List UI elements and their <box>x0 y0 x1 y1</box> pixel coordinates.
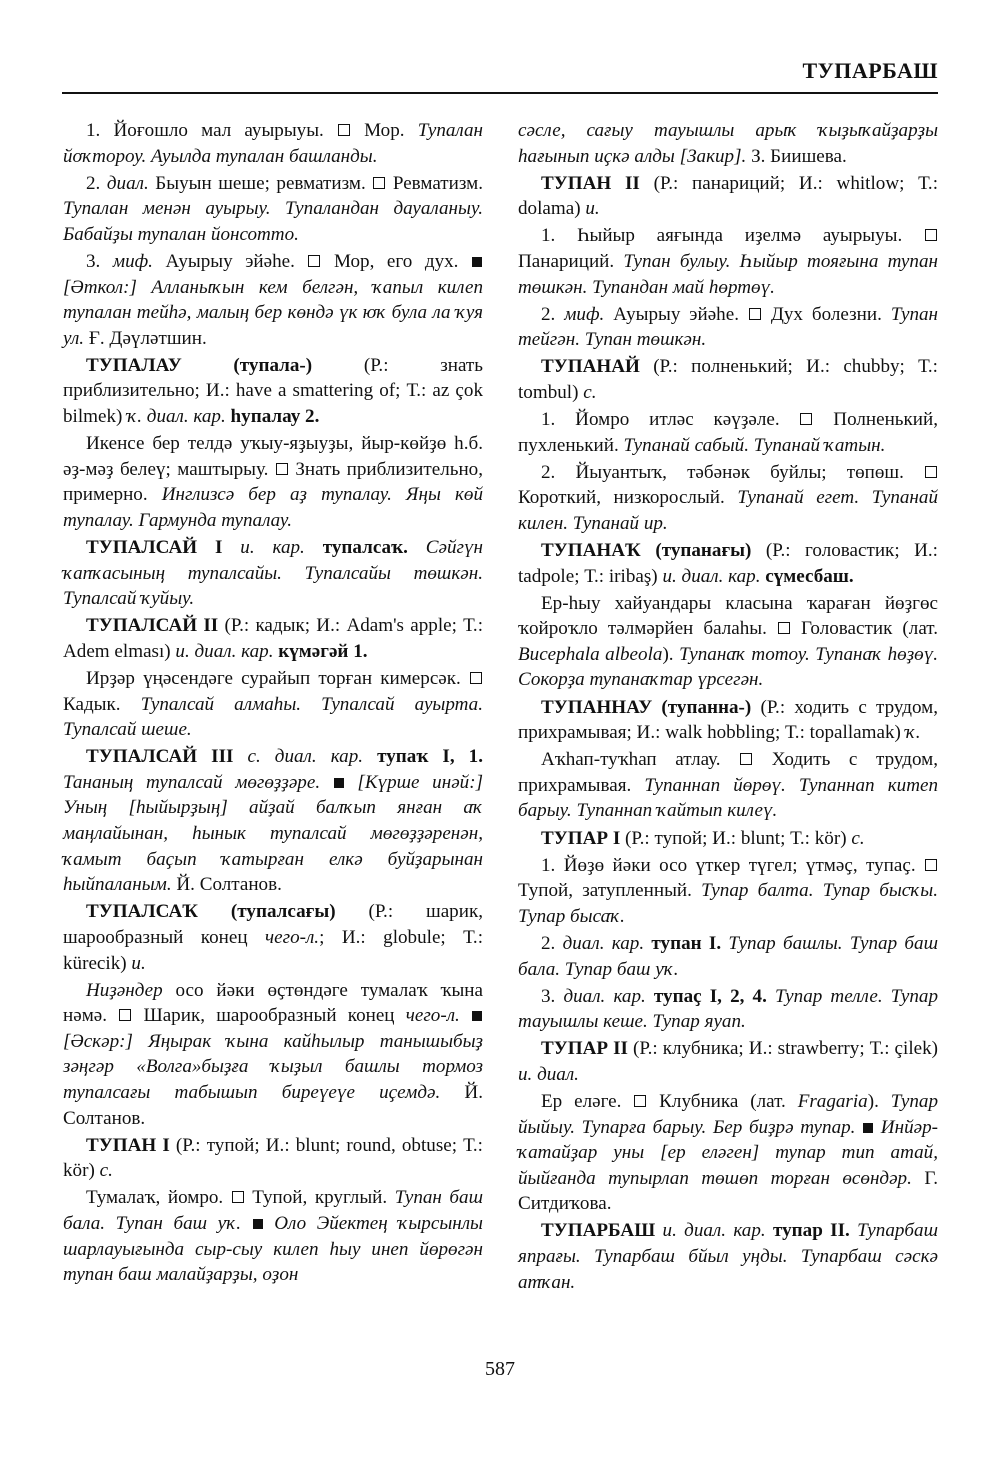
body-text: Кадык. <box>63 693 141 715</box>
body-text: Мор. <box>351 120 418 141</box>
italic-text: и. <box>131 952 146 974</box>
body-text: (Р.: полненький; И.: chubby; Т.: tombul) <box>518 356 938 403</box>
body-text <box>655 1220 662 1241</box>
translation-marker-icon <box>119 1009 131 1021</box>
headword-text: ТУПАР I <box>541 827 621 849</box>
body-text <box>363 746 377 767</box>
italic-text: Тупалан менән ауырыу. Тупаландан дауаланыу. Бабайҙы тупалан йонсотто. <box>63 198 483 245</box>
page-number: 587 <box>485 1358 515 1380</box>
body-text <box>408 537 426 558</box>
italic-text: миф. <box>112 250 153 272</box>
italic-text: сәсле, сағыу тауышлы арыҡ ҡыҙыҡайҙарҙы һағынып иҫкә алды [Закир]. <box>518 120 938 167</box>
headword-text: тупар II. <box>773 1220 850 1242</box>
italic-text: ҡ. <box>905 722 921 744</box>
dictionary-entry-paragraph <box>518 695 938 746</box>
body-text: (Р.: шарик, шарообразный конец <box>63 901 483 948</box>
headword-text: ТУПАЛАУ (тупала-) <box>86 354 313 376</box>
italic-text: Fragaria <box>797 1090 868 1112</box>
italic-text: [Әскәр:] Яңырак ҡына кайһылыр танышыбыҙ зәңгәр «Волга»быҙға ҡыҙыл башлы тормоз тупалсағы табышып биреүеүе иҫемдә. <box>63 1030 483 1103</box>
body-text: ). <box>662 643 680 665</box>
dictionary-entry-paragraph <box>518 984 938 1035</box>
dictionary-entry-paragraph <box>63 535 483 612</box>
body-text: Клубника (лат. <box>647 1090 798 1112</box>
dictionary-entry-paragraph <box>63 666 483 743</box>
body-text: Короткий, низкорослый. <box>518 487 738 509</box>
example-marker-icon <box>472 1011 482 1021</box>
italic-text: Инйәр-ҡатайҙар уны [ер еләген] тупар тип атай, йыйғанда тупырлап төшөп торған өсөндәр. <box>518 1116 938 1189</box>
translation-marker-icon <box>276 463 288 475</box>
header-rule <box>62 92 938 94</box>
translation-marker-icon <box>634 1095 646 1107</box>
dictionary-entry-paragraph <box>518 1089 938 1217</box>
translation-marker-icon <box>232 1191 244 1203</box>
italic-text: и. диал. кар. <box>662 1220 766 1242</box>
italic-text: Тупанаҡ тотоу. Тупанаҡ һөҙөү. Сокорҙа тупанаҡтар үрсегән. <box>518 643 939 691</box>
italic-text: Тупар балта. Тупар бысҡы. Тупар бысаҡ. <box>518 880 939 927</box>
dictionary-entry-paragraph <box>518 853 938 930</box>
headword-text: ТУПАЛСАЙ II <box>86 615 219 637</box>
italic-text: Тупан баш бала. Тупан баш уҡ. <box>63 1187 484 1234</box>
italic-text: миф. <box>564 303 605 325</box>
body-text: Тумалаҡ, йомро. <box>86 1187 231 1209</box>
body-text: 3. <box>541 985 564 1007</box>
italic-text: диал. кар. <box>562 932 645 954</box>
headword-text: тупаҡ I, 1. <box>377 746 483 768</box>
body-text: 1. Йомро итләс кәүҙәле. <box>541 409 800 431</box>
headword-text: тупалсаҡ. <box>322 537 408 558</box>
headword-text: ТУПАН I <box>86 1134 170 1156</box>
body-text: (Р.: головастик; И.: tadpole; Т.: iribaş) <box>518 540 938 587</box>
example-marker-icon <box>253 1219 263 1229</box>
body-text: 1. Йоғошло мал ауырыуы. <box>86 120 337 141</box>
body-text: Тупой, круглый. <box>244 1187 395 1209</box>
dictionary-entry-paragraph <box>63 978 483 1132</box>
headword-text: ТУПАРБАШ <box>541 1220 656 1242</box>
body-text: осо йәки өҫтөндәге тумалаҡ ҡына нәмә. <box>63 979 483 1027</box>
dictionary-entry-paragraph <box>63 249 483 351</box>
dictionary-entry-paragraph <box>518 747 938 824</box>
italic-text: с. <box>851 827 865 849</box>
left-column <box>63 118 483 1289</box>
body-text: Икенсе бер телдә уҡыу-яҙыуҙы, йыр-көйҙө һ.б. әҙ-мәҙ белеү; маштырыу. <box>63 433 483 480</box>
body-text: 2. <box>86 172 107 194</box>
headword-text: ТУПАЛСАЙ I <box>86 537 223 558</box>
body-text <box>233 746 247 767</box>
dictionary-entry-paragraph <box>63 353 483 430</box>
dictionary-entry-paragraph <box>63 1133 483 1184</box>
body-text: 3. <box>86 250 113 272</box>
body-text: Дух болезни. <box>761 303 891 325</box>
italic-text: и. диал. кар. <box>662 565 761 587</box>
body-text: Й. Солтанов. <box>171 874 282 896</box>
translation-marker-icon <box>470 672 482 684</box>
dictionary-entry-paragraph <box>63 171 483 248</box>
body-text: (Р.: тупой; И.: blunt; Т.: kör) <box>620 827 852 849</box>
italic-text: чего-л. <box>265 926 320 948</box>
italic-text: Тананың тупалсай мөгөҙҙәре. <box>63 771 333 793</box>
body-text: Аҡһап-туҡһап атлау. <box>541 749 740 771</box>
italic-text: Сәйгүн ҡапҡасының тупалсайы. Тупалсайы төшкән. Тупалсай ҡуйыу. <box>63 537 484 610</box>
italic-text: чего-л. <box>405 1005 471 1027</box>
translation-marker-icon <box>338 124 350 136</box>
italic-text: Тупар телле. Тупар тауышлы кеше. Тупар яуап. <box>518 985 939 1033</box>
dictionary-entry-paragraph <box>63 744 483 898</box>
body-text: Тупой, затупленный. <box>518 880 702 902</box>
italic-text: и. кар. <box>240 537 305 558</box>
dictionary-entry-paragraph <box>518 1036 938 1087</box>
headword-text: ТУПАЛСАЙ III <box>86 746 234 768</box>
body-text: 1. Йөҙө йәки осо үткер түгел; үтмәҫ, тупаҫ. <box>541 854 924 876</box>
body-text: З. Биишева. <box>746 145 847 167</box>
body-text: Ауырыу эйәһе. <box>152 250 308 272</box>
body-text: (Р.: знать приблизительно; И.: have a smattering of; Т.: az çok bilmek) <box>63 354 483 428</box>
italic-text: диал. кар. <box>563 985 646 1007</box>
dictionary-entry-paragraph <box>63 613 483 664</box>
italic-text: Тупар йыйыу. Тупарға барыу. Бер биҙрә тупар. <box>518 1090 939 1138</box>
body-text: ; И.: globule; Т.: kürecik) <box>63 926 483 974</box>
italic-text: и. <box>585 198 600 220</box>
body-text: (Р.: кадык; И.: Adam's apple; Т.: Adem elması) <box>63 615 483 662</box>
body-text: 2. <box>541 932 563 954</box>
body-text: 1. Һыйыр аяғында иҙелмә ауырыуы. <box>541 225 924 247</box>
dictionary-entry-paragraph <box>518 407 938 458</box>
dictionary-entry-paragraph <box>518 826 938 852</box>
italic-text: Тупан булыу. Һыйыр тояғына тупан төшкән. Тупандан май һөртөү. <box>518 250 938 298</box>
dictionary-entry-paragraph <box>518 591 938 693</box>
translation-marker-icon <box>800 413 812 425</box>
italic-text: и. диал. <box>518 1063 579 1085</box>
italic-text: Тупарбаш япрағы. Тупарбаш бйыл уңды. Тупарбаш сәскә атҡан. <box>518 1220 938 1293</box>
translation-marker-icon <box>925 859 937 871</box>
body-text: (Р.: панариций; И.: whitlow; Т.: dolama) <box>518 172 939 220</box>
body-text: Ер еләге. <box>541 1090 634 1112</box>
body-text: Г. Ситдиҡова. <box>518 1167 938 1215</box>
headword-text: һупалау 2. <box>230 406 320 428</box>
italic-text: и. диал. кар. <box>175 640 274 662</box>
translation-marker-icon <box>749 308 761 320</box>
italic-text: Bucephala albeola <box>518 643 663 665</box>
dictionary-entry-paragraph <box>518 1218 938 1295</box>
italic-text: диал. <box>106 172 149 194</box>
dictionary-entry-paragraph <box>518 171 938 222</box>
body-text <box>646 986 654 1007</box>
body-text: Ғ. Дәүләтшин. <box>84 327 207 349</box>
dictionary-entry-paragraph <box>63 1185 483 1287</box>
italic-text: Тупаннап йөрөү. Тупаннап китеп барыу. Тупаннап ҡайтып килеү. <box>518 774 938 822</box>
headword-text: ТУПАР II <box>541 1038 628 1060</box>
headword-text: сүмесбаш. <box>765 565 854 587</box>
italic-text: Ниҙәндер <box>86 979 163 1001</box>
headword-text: күмәгәй 1. <box>278 640 368 662</box>
headword-text: тупан I. <box>651 932 722 954</box>
example-marker-icon <box>863 1123 873 1133</box>
dictionary-entry-paragraph <box>518 460 938 537</box>
example-marker-icon <box>334 778 344 788</box>
body-text <box>222 537 240 558</box>
translation-marker-icon <box>373 177 385 189</box>
italic-text: Тупалан йоҡтороу. Ауылда тупалан башланды. <box>63 120 484 167</box>
example-marker-icon <box>472 257 482 267</box>
running-head: ТУПАРБАШ <box>802 58 938 83</box>
headword-text: тупаҫ I, 2, 4. <box>653 985 767 1007</box>
italic-text: с. диал. кар. <box>247 746 364 768</box>
body-text: Головастик (лат. <box>790 618 938 640</box>
dictionary-entry-paragraph <box>518 354 938 405</box>
dictionary-entry-paragraph <box>63 899 483 976</box>
italic-text: Тупанай сабый. Тупанай ҡатын. <box>623 434 886 456</box>
italic-text: Тупалсай алмаһы. Тупалсай ауырта. Тупалсай шеше. <box>63 693 483 741</box>
dictionary-entry-paragraph <box>518 931 938 982</box>
italic-text: Оло Эйектең ҡырсынлы шарлауығында сыр-сыу килеп һыу инеп йөрөгән тупан баш малайҙарҙы, оҙон <box>63 1212 483 1286</box>
body-text: (Р.: тупой; И.: blunt; round, obtuse; Т.: kör) <box>63 1134 483 1182</box>
body-text <box>767 986 775 1007</box>
translation-marker-icon <box>778 622 790 634</box>
translation-marker-icon <box>925 466 937 478</box>
italic-text: [Күрше инәй:] Уның [һыйырҙың] айҙай балҡып янған аҡ маңлайынан, һынык тупалсай мөгөҙҙәренән, ҡамыт баҫып ҡатырған елкә буйҙарынан һыйпаланым. <box>63 771 484 896</box>
italic-text: Тупанай егет. Тупанай килен. Тупанай ир. <box>518 487 938 534</box>
dictionary-entry-paragraph <box>518 118 938 169</box>
dictionary-entry-paragraph <box>518 538 938 589</box>
body-text: Полненький, пухленький. <box>518 409 939 456</box>
italic-text: [Әткол:] Алланыҡын кем белгән, ҡапыл килеп тупалан тейһә, малың бер көндә үк юҡ була ла ҡуя ул. <box>63 276 483 349</box>
translation-marker-icon <box>925 229 937 241</box>
headword-text: ТУПАНАЙ <box>541 356 640 378</box>
italic-text: Инглизсә бер аҙ тупалау. Яңы көй тупалау. Гармунда тупалау. <box>63 484 483 531</box>
body-text: ). <box>867 1090 891 1112</box>
body-text: (Р.: клубника; И.: strawberry; Т.: çilek) <box>627 1038 939 1060</box>
italic-text: с. <box>99 1160 113 1182</box>
body-text: Ер-һыу хайуандары класына ҡараған йөҙгөс ҡойроҡло тәлмәрйен балаһы. <box>518 592 938 640</box>
body-text: Ирҙәр үңәсендәге сурайып торған кимерсәк. <box>86 667 469 689</box>
right-column <box>518 118 938 1297</box>
translation-marker-icon <box>308 255 320 267</box>
body-text: Й. Солтанов. <box>63 1081 483 1129</box>
body-text: Панариций. <box>518 250 624 272</box>
body-text: Шарик, шарообразный конец <box>132 1005 406 1027</box>
body-text: Ауырыу эйәһе. <box>604 303 748 325</box>
dictionary-entry-paragraph <box>63 118 483 169</box>
translation-marker-icon <box>740 753 752 765</box>
headword-text: ТУПАН II <box>541 172 640 194</box>
body-text: 2. <box>541 303 565 325</box>
italic-text: с. <box>583 381 597 403</box>
italic-text: ҡ. диал. кар. <box>127 406 226 428</box>
body-text: (Р.: ходить с трудом, прихрамывая; И.: walk hobbling; Т.: topallamak) <box>518 696 938 744</box>
body-text: 2. Йыуантыҡ, тәбәнәк буйлы; төпөш. <box>541 461 924 483</box>
body-text: Ревматизм. <box>386 172 483 194</box>
body-text <box>766 1220 773 1241</box>
italic-text: Тупар башлы. Тупар баш бала. Тупар баш уҡ. <box>518 932 938 980</box>
body-text: Ходить с трудом, прихрамывая. <box>518 749 938 796</box>
headword-text: ТУПАННАУ (тупанна-) <box>541 696 752 718</box>
body-text: Мор, его дух. <box>321 250 472 272</box>
dictionary-entry-paragraph <box>518 302 938 353</box>
body-text: Быуын шеше; ревматизм. <box>148 172 373 194</box>
dictionary-entry-paragraph <box>518 223 938 300</box>
italic-text: Тупан тейгән. Тупан төшкән. <box>518 303 939 351</box>
headword-text: ТУПАЛСАҠ (тупалсағы) <box>86 901 336 923</box>
headword-text: ТУПАНАҠ (тупанағы) <box>541 540 752 561</box>
body-text: Знать приблизительно, примерно. <box>63 458 483 506</box>
dictionary-entry-paragraph <box>63 431 483 533</box>
body-text <box>305 537 323 558</box>
